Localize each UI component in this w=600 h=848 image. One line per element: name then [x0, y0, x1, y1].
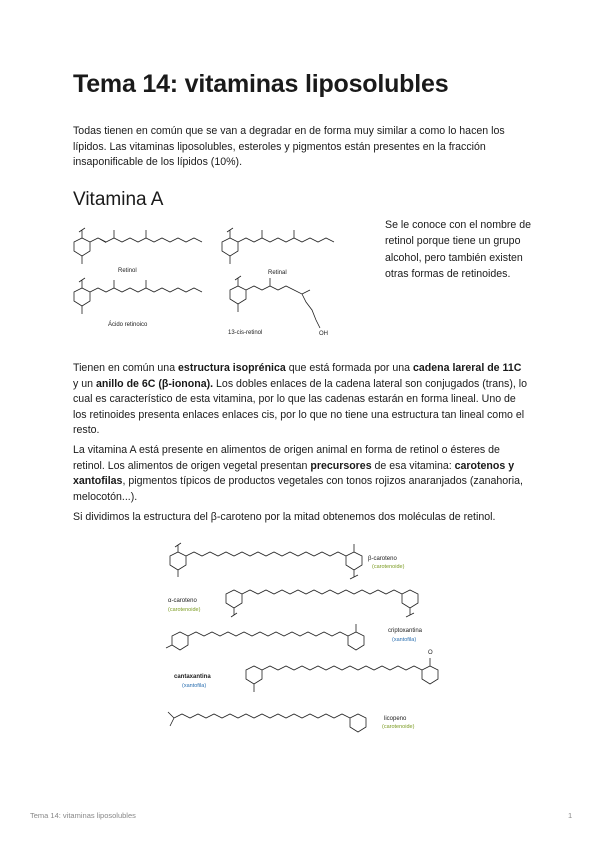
- sources-text-3: , pigmentos típicos de productos vegetales con tonos rojizos anaranjados (zanahoria, melocotón...).: [73, 475, 523, 503]
- structure-paragraph: [73, 361, 529, 439]
- criptoxantina-sublabel: (xantofila): [392, 637, 417, 643]
- sources-bold-2: carotenos y xantofilas: [73, 459, 515, 488]
- page-title: Tema 14: vitaminas liposolubles: [73, 70, 449, 98]
- acido-retinoico-label: Ácido retinoico: [108, 322, 148, 328]
- intro-paragraph: Todas tienen en común que se van a degradar en de forma muy similar a como lo hacen los lípidos. Las vitaminas liposolubles, esteroles y pigmentos están presentes en la fracción insaponificable de los lípidos (10%).: [73, 125, 505, 169]
- structure-bold-1: estructura isoprénica: [178, 362, 286, 374]
- structure-text-2: que está formada por una: [285, 362, 413, 374]
- structure-bold-2: cadena lareral de 11C: [413, 362, 522, 374]
- oxygen-label: O: [428, 650, 433, 656]
- retinol-side-note: Se le conoce con el nombre de retinol porque tiene un grupo alcohol, pero también existen otras formas de retinoides.: [385, 219, 532, 281]
- cis-retinol-label: 13-cis-retinol: [228, 330, 263, 336]
- retinal-label: Retinal: [268, 270, 287, 276]
- structure-bold-3: anillo de 6C (β-ionona).: [95, 377, 214, 390]
- structure-text-1: Tienen en común una: [73, 362, 179, 374]
- oh-label: OH: [319, 331, 328, 337]
- beta-carotene-paragraph: Si dividimos la estructura del β-caroteno por la mitad obtenemos dos moléculas de retinol.: [73, 511, 496, 523]
- cantaxantina-label: cantaxantina: [174, 674, 211, 680]
- page-number: 1: [568, 811, 573, 820]
- sources-text-2: de esa vitamina:: [371, 459, 455, 472]
- carotenoids-figure: [160, 540, 450, 745]
- licopeno-sublabel: (carotenoide): [382, 724, 415, 730]
- sources-paragraph: [73, 443, 529, 505]
- sources-bold-1: precursores: [310, 459, 372, 472]
- criptoxantina-label: criptoxantina: [388, 628, 423, 634]
- licopeno-label: licopeno: [384, 716, 407, 722]
- page-footer: Tema 14: vitaminas liposolubles: [30, 811, 136, 820]
- retinol-label: Retinol: [118, 268, 137, 274]
- beta-caroteno-sublabel: (carotenoide): [372, 564, 405, 570]
- sources-text-1: La vitamina A está presente en alimentos de origen animal en forma de retinol o ésteres de retinol. Los alimentos de origen vegetal presentan: [73, 444, 500, 472]
- retinoids-figure: [70, 220, 370, 345]
- alpha-caroteno-label: α-caroteno: [168, 598, 197, 604]
- structure-text-3: y un: [73, 377, 96, 390]
- cantaxantina-sublabel: (xantofila): [182, 683, 207, 689]
- alpha-caroteno-sublabel: (carotenoide): [168, 607, 201, 613]
- beta-caroteno-label: β-caroteno: [368, 556, 397, 562]
- structure-text-4: Los dobles enlaces de la cadena lateral son conjugados (trans), lo cual es característico de esta vitamina, por lo que las cadenas estarán en forma lineal. Uno de los retinoides presenta enlaces enlaces cis, por lo que no tiene una estructura tan lineal como el resto.: [73, 377, 527, 437]
- section-heading-vitamina-a: Vitamina A: [73, 189, 164, 210]
